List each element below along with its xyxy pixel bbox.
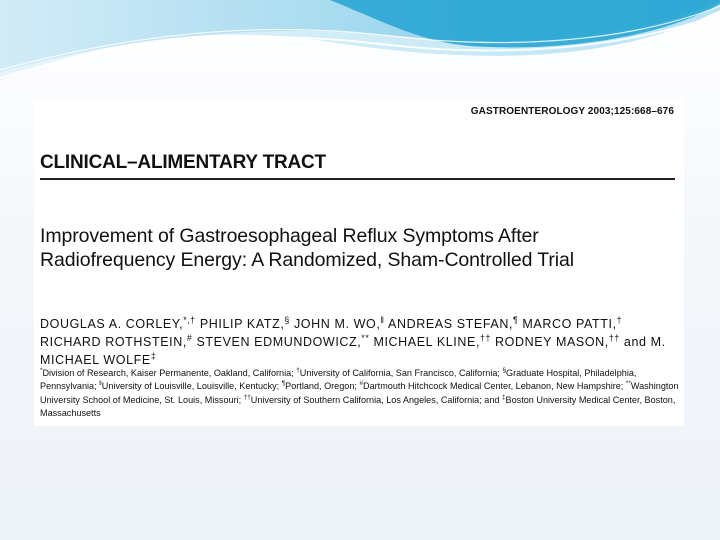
author-mark: †† <box>480 332 491 343</box>
author <box>293 314 385 331</box>
affiliation <box>296 368 500 378</box>
author <box>624 335 647 349</box>
section-heading: CLINICAL–ALIMENTARY TRACT <box>40 152 326 173</box>
author <box>522 314 623 331</box>
author-mark: # <box>186 332 193 343</box>
affiliation-text: Washington University School of Medicine, St. Louis, Missouri; <box>40 381 679 405</box>
affiliation-text: Boston University Medical Center, Boston, Massachusetts <box>40 394 676 419</box>
author-mark: ‖ <box>380 314 385 325</box>
author-list <box>40 315 680 369</box>
author-mark: ‡ <box>150 350 157 361</box>
journal-reference: GASTROENTEROLOGY 2003;125:668–676 <box>470 106 674 117</box>
author-name: M. MICHAEL WOLFE <box>40 335 666 367</box>
author-name: RICHARD ROTHSTEIN, <box>40 335 187 349</box>
author-name: DOUGLAS A. CORLEY, <box>40 317 184 331</box>
affiliation-mark: * <box>40 366 43 374</box>
author <box>40 332 193 349</box>
author <box>199 314 290 331</box>
affiliation-text: University of Southern California, Los Angeles, California; and <box>250 394 500 405</box>
author-name: STEVEN EDMUNDOWICZ, <box>196 335 362 349</box>
affiliation-text: Dartmouth Hitchcock Medical Center, Lebanon, New Hampshire; <box>363 381 624 392</box>
author-name: JOHN M. WO, <box>293 317 381 331</box>
author <box>388 314 519 331</box>
affiliation-text: University of California, San Francisco, California; <box>299 368 500 378</box>
wave-banner <box>0 0 720 95</box>
affiliation-mark: ¶ <box>281 380 286 388</box>
author <box>373 332 491 349</box>
affiliation <box>244 395 500 405</box>
affiliation-mark: † <box>296 366 300 374</box>
author-mark: ¶ <box>513 314 519 325</box>
author-name: ANDREAS STEFAN, <box>388 317 514 331</box>
affiliation-text: Graduate Hospital, Philadelphia, Pennsylvania; <box>40 368 637 392</box>
author-name: and <box>623 335 647 349</box>
author-mark: § <box>284 314 290 325</box>
affiliation <box>99 381 279 391</box>
author-name: MICHAEL KLINE, <box>373 335 481 349</box>
affiliation-mark: †† <box>243 393 251 401</box>
affiliation <box>359 381 623 391</box>
author-name: MARCO PATTI, <box>522 317 617 331</box>
author <box>196 332 370 349</box>
author-name: PHILIP KATZ, <box>199 317 285 331</box>
article-title <box>40 224 680 272</box>
affiliation-text: Division of Research, Kaiser Permanente, Oakland, California; <box>42 368 294 378</box>
affiliation-text: Portland, Oregon; <box>285 381 357 392</box>
author <box>495 332 620 349</box>
affiliation-mark: ** <box>625 380 631 388</box>
affiliation <box>282 381 357 391</box>
affiliation-mark: ‡ <box>502 393 506 401</box>
section-rule <box>40 178 675 180</box>
title-line-1: Improvement of Gastroesophageal Reflux Symptoms After <box>40 225 539 247</box>
affiliation-mark: ‖ <box>99 380 102 388</box>
author-mark: *,† <box>183 314 196 325</box>
article-header-image <box>34 100 684 426</box>
author-mark: ** <box>361 332 370 343</box>
title-line-2: Radiofrequency Energy: A Randomized, Sham-Controlled Trial <box>40 249 574 271</box>
author-mark: † <box>616 314 623 325</box>
author-name: RODNEY MASON, <box>495 335 609 349</box>
affiliation-mark: § <box>502 366 506 374</box>
author-mark: †† <box>608 332 620 343</box>
affiliation <box>40 368 294 378</box>
affiliation-mark: # <box>359 380 364 388</box>
affiliation-list <box>40 367 680 421</box>
affiliation-text: University of Louisville, Louisville, Kentucky; <box>101 381 280 392</box>
author <box>40 314 196 331</box>
